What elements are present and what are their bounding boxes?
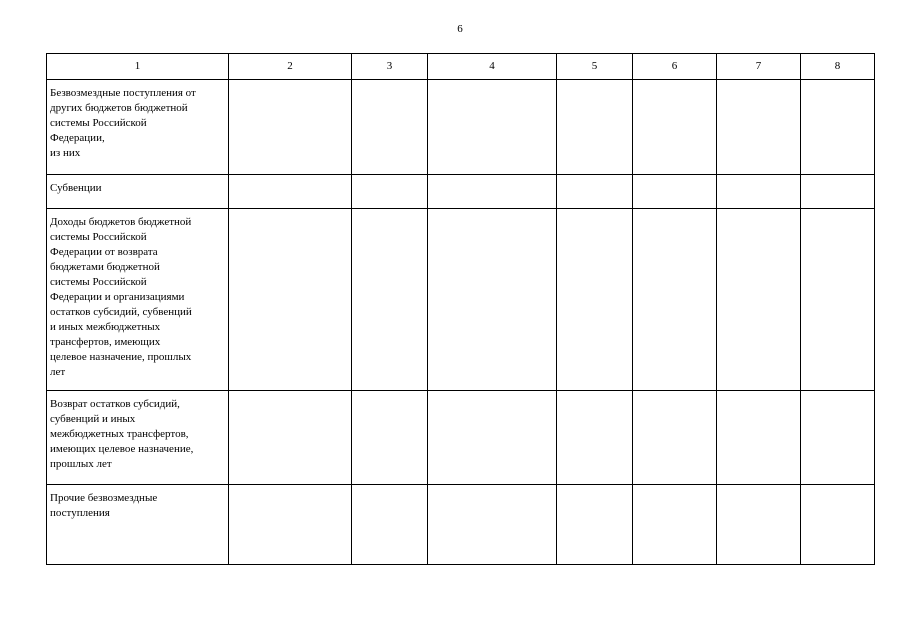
row-label-cell — [47, 80, 229, 175]
table-cell — [633, 175, 717, 209]
table-cell — [428, 80, 557, 175]
row-label: Доходы бюджетов бюджетной системы Российской Федерации от возврата бюджетами бюджетной системы Российской Федерации и организациями остатков субсидий, субвенций и иных межбюджетных трансфертов, имеющих целевое назначение, прошлых лет — [50, 216, 192, 378]
table-cell — [352, 175, 428, 209]
table-cell — [557, 209, 633, 391]
column-header-7: 7 — [717, 54, 801, 80]
table-cell — [557, 80, 633, 175]
table-cell — [801, 209, 875, 391]
table-cell — [633, 391, 717, 485]
table-cell — [352, 391, 428, 485]
column-header-3: 3 — [352, 54, 428, 80]
table-cell — [229, 209, 352, 391]
table-cell — [229, 80, 352, 175]
table-cell — [801, 485, 875, 565]
page-number: 6 — [457, 23, 463, 35]
row-label: Субвенции — [50, 182, 102, 194]
table-cell — [557, 391, 633, 485]
table-cell — [717, 80, 801, 175]
table-cell — [428, 391, 557, 485]
table-row — [47, 391, 875, 485]
table-cell — [428, 175, 557, 209]
column-header-5: 5 — [557, 54, 633, 80]
row-label-cell — [47, 485, 229, 565]
table-cell — [229, 485, 352, 565]
table-row — [47, 175, 875, 209]
table-cell — [229, 391, 352, 485]
table-cell — [801, 391, 875, 485]
header-row — [47, 54, 875, 80]
row-label: Прочие безвозмездные поступления — [50, 492, 158, 519]
column-header-6: 6 — [633, 54, 717, 80]
row-label-cell — [47, 175, 229, 209]
table-cell — [633, 80, 717, 175]
table-cell — [633, 209, 717, 391]
table-cell — [557, 175, 633, 209]
row-label: Безвозмездные поступления от других бюджетов бюджетной системы Российской Федерации, из них — [50, 87, 196, 159]
table-cell — [557, 485, 633, 565]
column-header-1: 1 — [47, 54, 229, 80]
table-cell — [633, 485, 717, 565]
table-cell — [428, 485, 557, 565]
budget-table — [46, 53, 875, 565]
table-row — [47, 80, 875, 175]
table-cell — [717, 209, 801, 391]
table-cell — [229, 175, 352, 209]
table-cell — [352, 80, 428, 175]
row-label-cell — [47, 391, 229, 485]
table-row — [47, 485, 875, 565]
table-cell — [352, 485, 428, 565]
row-label: Возврат остатков субсидий, субвенций и иных межбюджетных трансфертов, имеющих целевое назначение, прошлых лет — [50, 398, 194, 470]
table-cell — [352, 209, 428, 391]
column-header-8: 8 — [801, 54, 875, 80]
row-label-cell — [47, 209, 229, 391]
table-cell — [801, 80, 875, 175]
table-cell — [717, 391, 801, 485]
table-cell — [801, 175, 875, 209]
column-header-4: 4 — [428, 54, 557, 80]
table-cell — [428, 209, 557, 391]
table-cell — [717, 485, 801, 565]
table-row — [47, 209, 875, 391]
table-cell — [717, 175, 801, 209]
column-header-2: 2 — [229, 54, 352, 80]
